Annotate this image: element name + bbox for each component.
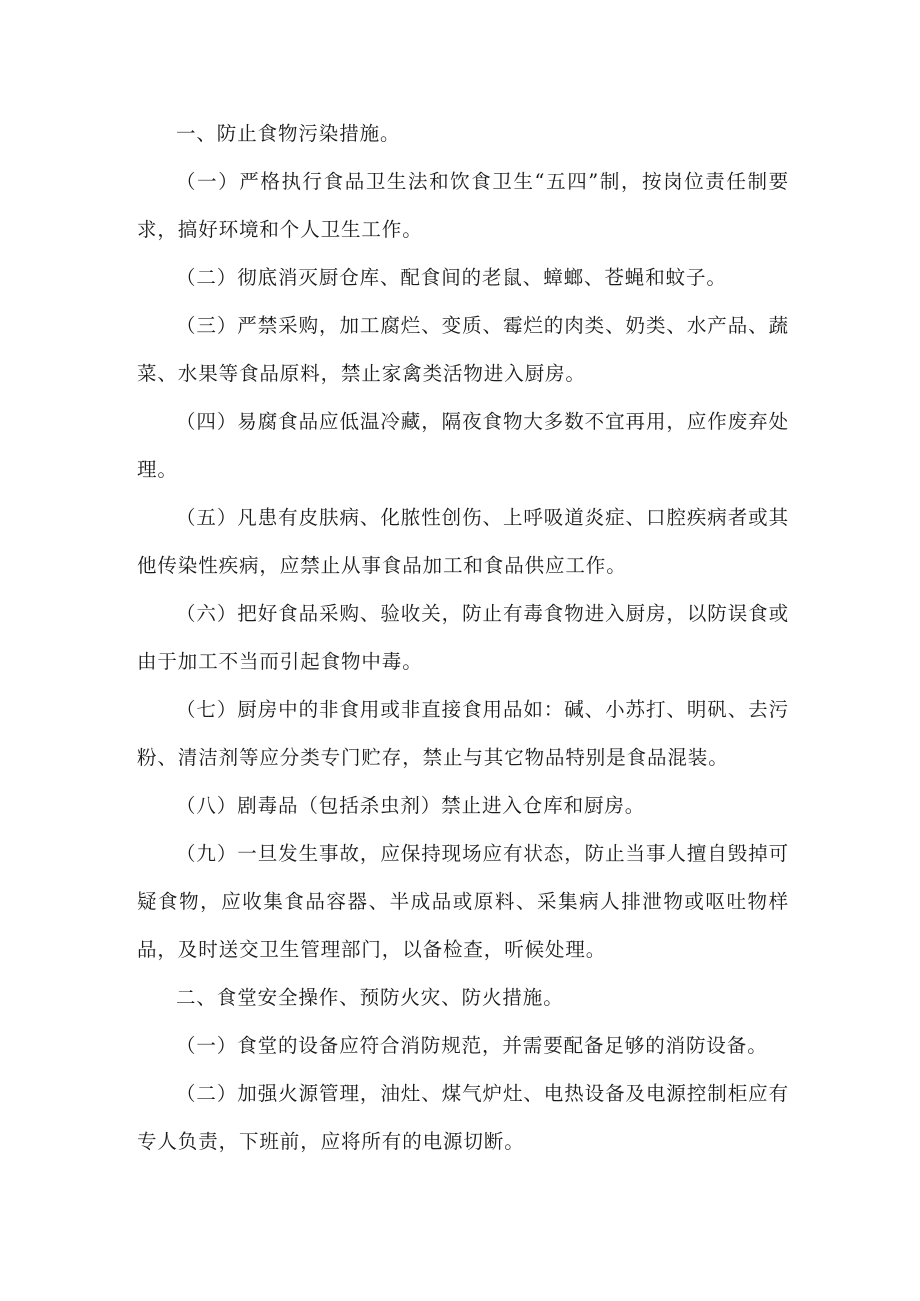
section-heading-1: 一、防止食物污染措施。 <box>176 122 401 145</box>
paragraph-2-1: （一）食堂的设备应符合消防规范，并需要配备足够的消防设备。 <box>176 1034 768 1057</box>
paragraph-1-5: （五）凡患有皮肤病、化脓性创伤、上呼吸道炎症、口腔疾病者或其他传染性疾病，应禁止从事食品加工和食品供应工作。 <box>137 506 789 577</box>
paragraph-1-1: （一）严格执行食品卫生法和饮食卫生“五四”制，按岗位责任制要求，搞好环境和个人卫生工作。 <box>137 170 789 241</box>
document-body <box>137 110 789 1166</box>
paragraph-1-3: （三）严禁采购，加工腐烂、变质、霉烂的肉类、奶类、水产品、蔬菜、水果等食品原料，禁止家禽类活物进入厨房。 <box>137 314 789 385</box>
paragraph-1-8: （八）剧毒品（包括杀虫剂）禁止进入仓库和厨房。 <box>176 794 646 817</box>
paragraph-2-2: （二）加强火源管理，油灶、煤气炉灶、电热设备及电源控制柜应有专人负责，下班前，应将所有的电源切断。 <box>137 1082 789 1153</box>
paragraph-1-9: （九）一旦发生事故，应保持现场应有状态，防止当事人擅自毁掉可疑食物，应收集食品容器、半成品或原料、采集病人排泄物或呕吐物样品，及时送交卫生管理部门，以备检查，听候处理。 <box>137 842 789 961</box>
paragraph-1-6: （六）把好食品采购、验收关，防止有毒食物进入厨房，以防误食或由于加工不当而引起食物中毒。 <box>137 602 789 673</box>
paragraph-1-7: （七）厨房中的非食用或非直接食用品如：碱、小苏打、明矾、去污粉、清洁剂等应分类专门贮存，禁止与其它物品特别是食品混装。 <box>137 698 789 769</box>
paragraph-1-2: （二）彻底消灭厨仓库、配食间的老鼠、蟑螂、苍蝇和蚊子。 <box>176 266 727 289</box>
section-heading-2: 二、食堂安全操作、预防火灾、防火措施。 <box>176 986 564 1009</box>
paragraph-1-4: （四）易腐食品应低温冷藏，隔夜食物大多数不宜再用，应作废弃处理。 <box>137 410 789 481</box>
